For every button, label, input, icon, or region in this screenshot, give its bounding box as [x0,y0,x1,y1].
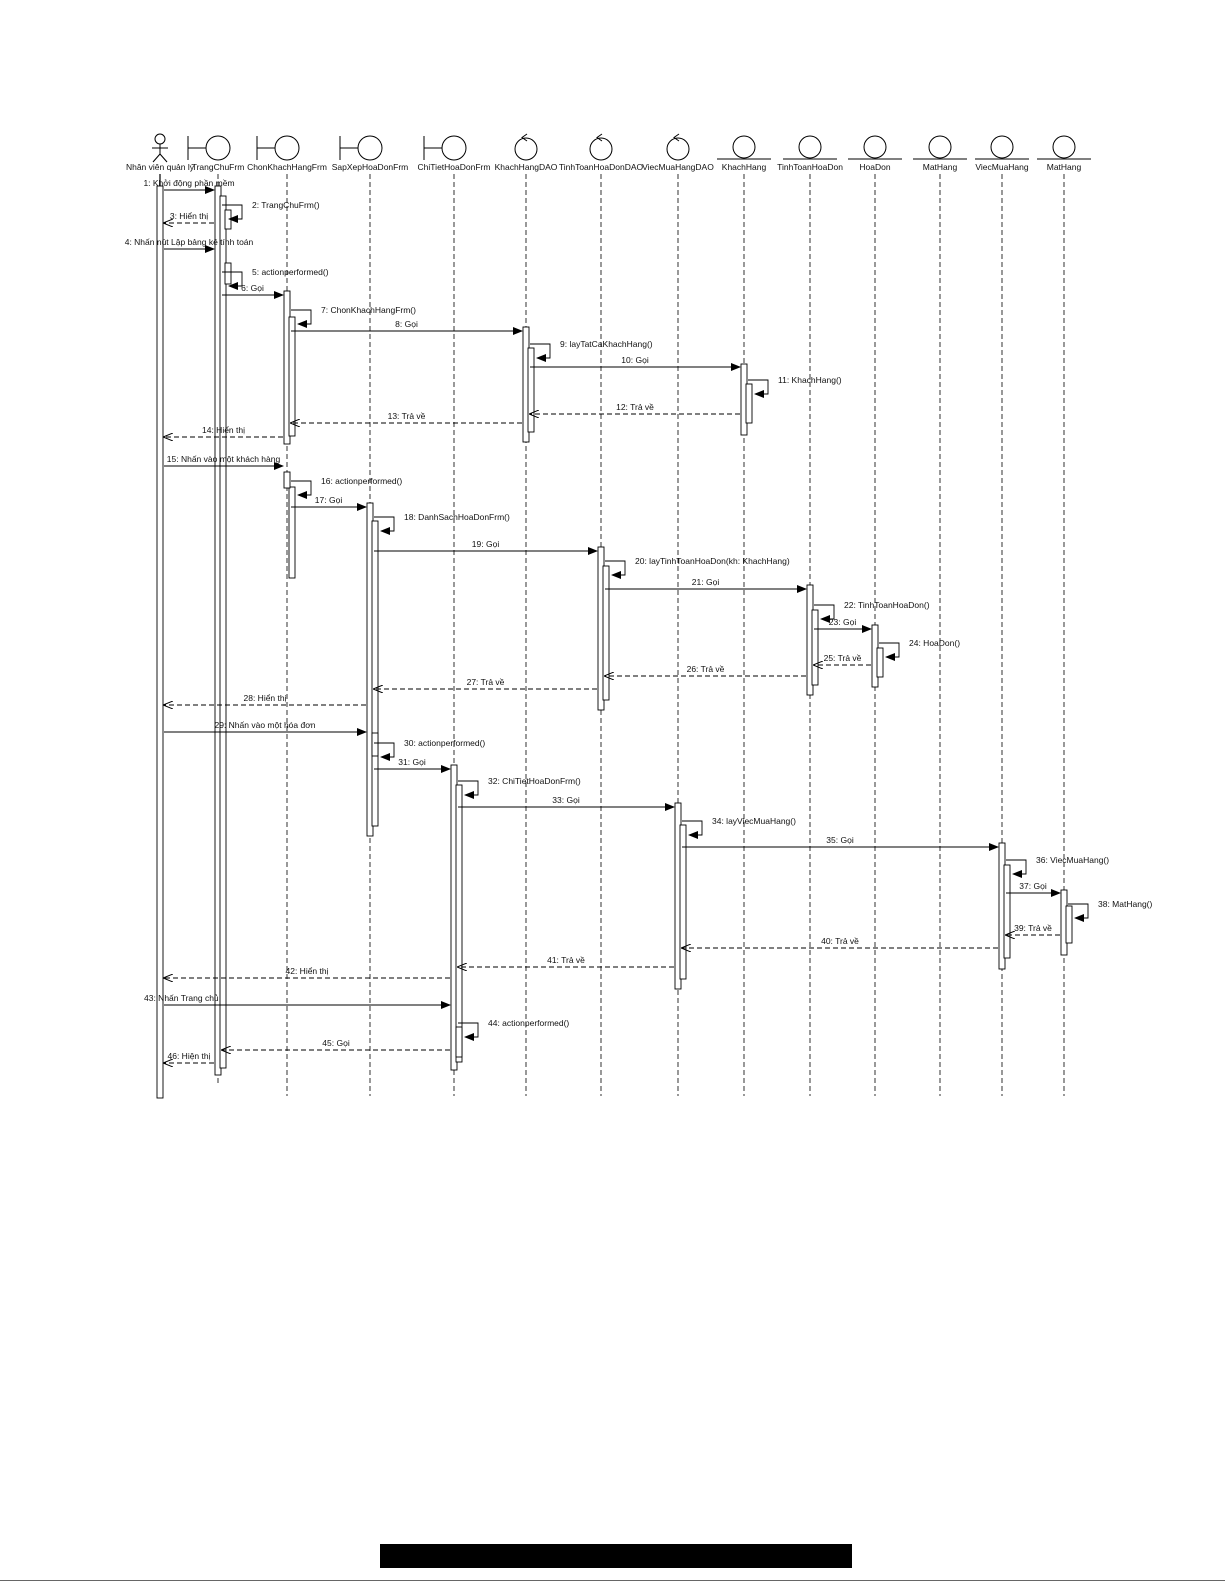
call-message [222,283,283,295]
message-label: 5: actionperformed() [252,267,329,277]
message-label: 34: layViecMuaHang() [712,816,796,826]
message-label: 12: Trả về [616,402,654,412]
boundary-icon [188,136,230,160]
participant-label: Nhân viên quản lý [125,162,195,172]
message-label: 19: Gọi [471,539,500,549]
message-label: 27: Trả về [466,677,505,687]
participant-label: KhachHangDAO [494,162,558,172]
return-message [164,211,214,223]
participant [913,136,967,1096]
participant-label: TrangChuFrm [191,162,245,172]
message-label: 2: TrangChuFrm() [252,200,320,210]
message-label: 17: Gọi [314,495,343,505]
self-message [458,776,581,795]
control-icon [667,134,689,160]
message-label: 14: Hiển thị [202,425,245,435]
activation-box [1004,865,1010,958]
activation-box [680,825,686,979]
activation-box [812,610,818,685]
return-message [605,664,806,676]
call-message [605,577,806,589]
activation-box [289,487,295,578]
message-label: 29: Nhấn vào một hóa đơn [214,720,316,730]
self-message [682,816,796,835]
entity-icon [975,136,1029,159]
message-label: 25: Trả về [823,653,862,663]
message-label: 36: ViecMuaHang() [1036,855,1110,865]
self-message [605,556,790,575]
boundary-icon [257,136,299,160]
activation-box [289,317,295,436]
activation-box [225,210,231,229]
entity-icon [717,136,771,159]
return-message [164,1051,214,1063]
messages-layer [125,178,1153,1063]
message-label: 46: Hiện thị [167,1051,211,1061]
message-label: 1: Khởi động phần mềm [143,178,235,188]
call-message [144,993,450,1005]
message-label: 43: Nhấn Trang chủ [144,993,219,1003]
return-message [682,936,998,948]
message-label: 42: Hiển thị [285,966,329,976]
message-label: 33: Gọi [552,795,580,805]
return-message [530,402,740,414]
call-message [458,795,674,807]
message-label: 23: Gọi [828,617,857,627]
return-message [458,955,674,967]
self-message [222,200,320,219]
call-message [374,757,450,769]
self-message [1068,899,1152,918]
return-message [164,966,450,978]
participant-label: HoaDon [859,162,891,172]
activation-box [372,521,378,826]
message-label: 35: Gọi [826,835,854,845]
participant-label: ViecMuaHangDAO [642,162,714,172]
participant-label: TinhToanHoaDonDAO [558,162,644,172]
message-label: 39: Trả về [1014,923,1052,933]
activation-box [528,348,534,432]
participant-label: ChiTietHoaDonFrm [417,162,491,172]
self-message [374,738,485,757]
message-label: 44: actionperformed() [488,1018,570,1028]
message-label: 4: Nhấn nút Lập bảng kê tính toán [124,237,254,247]
message-label: 24: HoaDon() [909,638,961,648]
return-message [164,693,366,705]
message-label: 15: Nhấn vào một khách hàng [166,454,281,464]
return-message [222,1038,450,1050]
self-message [458,1018,569,1037]
activation-box [456,785,462,1062]
message-label: 28: Hiển thị [243,693,287,703]
call-message [1006,881,1060,893]
participant [495,134,558,1096]
message-label: 38: MatHang() [1098,899,1153,909]
actor-icon [152,134,168,162]
message-label: 45: Gọi [322,1038,350,1048]
message-label: 13: Trả về [387,411,426,421]
activation-box [220,196,226,1068]
message-label: 9: layTatCaKhachHang() [560,339,653,349]
activation-box [225,263,231,284]
message-label: 18: DanhSachHoaDonFrm() [404,512,510,522]
activation-box [1066,906,1072,943]
message-label: 6: Gọi [241,283,264,293]
participant-label: TinhToanHoaDon [777,162,843,172]
participant-label: KhachHang [721,162,767,172]
message-label: 26: Trả về [686,664,725,674]
call-message [530,355,740,367]
self-message [222,267,329,286]
message-label: 3: Hiển thị [169,211,209,221]
participant [848,136,902,1096]
actor-activation [157,186,163,1098]
return-message [374,677,597,689]
participant [717,136,771,1096]
boundary-icon [424,136,466,160]
self-message [374,512,510,531]
participant-label: MatHang [922,162,958,172]
participant [247,136,327,1096]
participant-label: SapXepHoaDonFrm [331,162,409,172]
call-message [682,835,998,847]
message-label: 20: layTinhToanHoaDon(kh: KhachHang) [635,556,790,566]
activation-box [284,472,290,488]
call-message [125,237,254,249]
control-icon [590,134,612,160]
activation-box [877,648,883,677]
control-icon [515,134,537,160]
message-label: 21: Gọi [691,577,720,587]
message-label: 8: Gọi [395,319,418,329]
entity-icon [913,136,967,159]
self-message [291,476,402,495]
activation-box [456,1027,462,1057]
page-bottom-rule [0,1580,1225,1581]
entity-icon [783,136,837,159]
message-label: 40: Trả về [821,936,859,946]
message-label: 31: Gọi [398,757,426,767]
participant-label: ViecMuaHang [975,162,1029,172]
self-message [879,638,960,657]
call-message [291,495,366,507]
redaction-bar [380,1544,852,1568]
message-label: 30: actionperformed() [404,738,486,748]
return-message [291,411,522,423]
self-message [748,375,842,394]
activation-box [603,566,609,700]
boundary-icon [340,136,382,160]
activation-box [372,733,378,756]
participant-label: MatHang [1046,162,1082,172]
participant-label: ChonKhachHangFrm [247,162,327,172]
message-label: 41: Trả về [547,955,585,965]
entity-icon [1037,136,1091,159]
return-message [814,653,871,665]
call-message [374,539,597,551]
message-label: 22: TinhToanHoaDon() [844,600,930,610]
entity-icon [848,136,902,159]
call-message [291,319,522,331]
message-label: 16: actionperformed() [321,476,403,486]
activation-box [746,384,752,423]
message-label: 7: ChonKhachHangFrm() [321,305,416,315]
self-message [1006,855,1109,874]
call-message [164,720,366,732]
message-label: 10: Gọi [621,355,649,365]
message-label: 37: Gọi [1019,881,1047,891]
message-label: 32: ChiTietHoaDonFrm() [488,776,581,786]
message-label: 11: KhachHang() [778,375,842,385]
return-message [1006,923,1060,935]
